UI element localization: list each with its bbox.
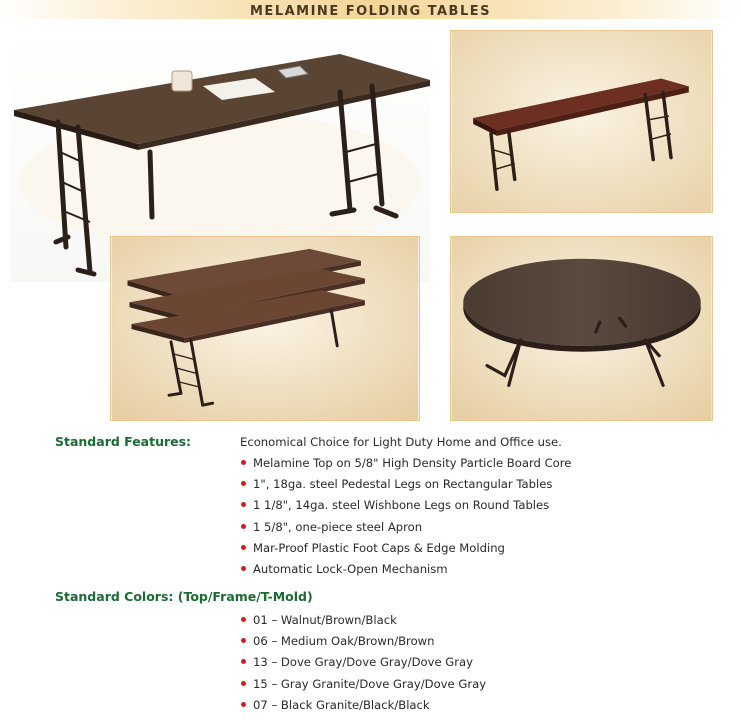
bullet-icon — [241, 638, 246, 643]
page-header — [0, 0, 741, 19]
list-item — [240, 474, 571, 495]
list-item — [240, 453, 571, 474]
bullet-icon — [241, 617, 246, 622]
training-table-photo — [450, 30, 713, 213]
feature-text: Mar-Proof Plastic Foot Caps & Edge Molding — [253, 540, 505, 555]
standard-features-label: Standard Features: — [55, 434, 192, 449]
stacked-tables-photo — [110, 236, 420, 421]
bullet-icon — [241, 502, 246, 507]
bullet-icon — [241, 659, 246, 664]
color-option-text: 07 – Black Granite/Black/Black — [253, 697, 430, 712]
bullet-icon — [241, 524, 246, 529]
list-item — [240, 695, 486, 716]
color-option-text: 01 – Walnut/Brown/Black — [253, 613, 397, 627]
colors-list — [240, 610, 486, 716]
list-item — [240, 674, 486, 695]
standard-colors-label: Standard Colors: (Top/Frame/T-Mold) — [55, 589, 313, 604]
features-intro: Economical Choice for Light Duty Home and Office use. — [240, 435, 562, 449]
feature-text: 1 1/8", 14ga. steel Wishbone Legs on Round Tables — [253, 498, 550, 513]
bullet-icon — [241, 481, 246, 486]
list-item — [240, 495, 571, 516]
list-item — [240, 538, 571, 559]
color-option-text: 15 – Gray Granite/Dove Gray/Dove Gray — [253, 676, 487, 691]
page-title: MELAMINE FOLDING TABLES — [250, 4, 491, 19]
feature-text: 1 5/8", one-piece steel Apron — [253, 519, 423, 534]
list-item — [240, 652, 486, 673]
bullet-icon — [241, 460, 246, 465]
bullet-icon — [241, 681, 246, 686]
color-option-text: 13 – Dove Gray/Dove Gray/Dove Gray — [253, 655, 473, 670]
bullet-icon — [241, 702, 246, 707]
list-item — [240, 610, 486, 631]
features-list — [240, 453, 571, 580]
list-item — [240, 631, 486, 652]
list-item — [240, 517, 571, 538]
feature-text: 1", 18ga. steel Pedestal Legs on Rectangular Tables — [253, 477, 553, 492]
round-table-photo — [450, 236, 713, 421]
feature-text: Automatic Lock-Open Mechanism — [253, 561, 448, 576]
bullet-icon — [241, 545, 246, 550]
bullet-icon — [241, 566, 246, 571]
color-option-text: 06 – Medium Oak/Brown/Brown — [253, 634, 435, 649]
feature-text: Melamine Top on 5/8" High Density Particle Board Core — [253, 456, 572, 470]
list-item — [240, 559, 571, 580]
